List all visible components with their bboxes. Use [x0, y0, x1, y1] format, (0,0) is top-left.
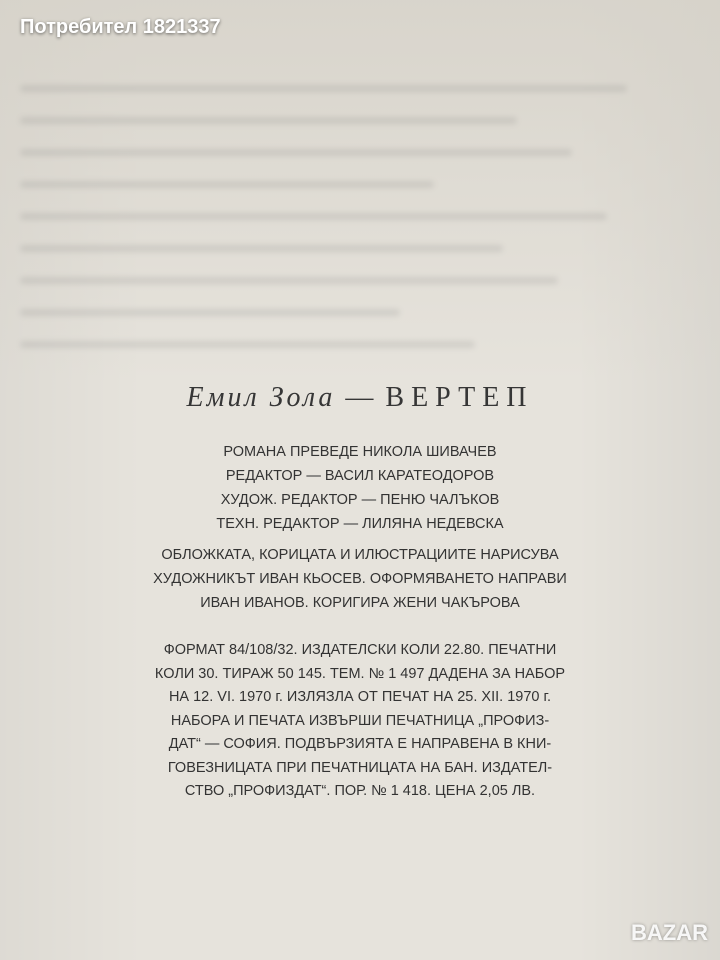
book-title-line	[0, 382, 720, 414]
illustration-line: ОБЛОЖКАТА, КОРИЦАТА И ИЛЮСТРАЦИИТЕ НАРИСУВА	[161, 547, 559, 563]
imprint-line: ФОРМАТ 84/108/32. ИЗДАТЕЛСКИ КОЛИ 22.80. ПЕЧАТНИ	[163, 642, 557, 658]
bazar-logo: BAZAR	[631, 920, 708, 945]
username-overlay: Потребител 1821337	[20, 16, 221, 38]
title-dash: —	[345, 382, 376, 413]
credit-line: РЕДАКТОР — ВАСИЛ КАРАТЕОДОРОВ	[225, 468, 495, 484]
illustration-line: ИВАН ИВАНОВ. КОРИГИРА ЖЕНИ ЧАКЪРОВА	[200, 595, 520, 611]
credit-line: РОМАНА ПРЕВЕДЕ НИКОЛА ШИВАЧЕВ	[223, 444, 497, 460]
imprint-line: СТВО „ПРОФИЗДАТ“. ПОР. № 1 418. ЦЕНА 2,05 ЛВ.	[184, 783, 536, 799]
book-title: ВЕРТЕП	[385, 382, 534, 413]
credits-block	[0, 440, 720, 536]
imprint-line: КОЛИ 30. ТИРАЖ 50 145. ТЕМ. № 1 497 ДАДЕНА ЗА НАБОР	[154, 665, 566, 682]
imprint-block	[0, 639, 720, 804]
credit-line: ТЕХН. РЕДАКТОР — ЛИЛЯНА НЕДЕВСКА	[216, 516, 504, 532]
bleed-through-texture	[20, 60, 710, 400]
illustration-credits	[0, 543, 720, 615]
imprint-line: ГОВЕЗНИЦАТА ПРИ ПЕЧАТНИЦАТА НА БАН. ИЗДАТЕЛ-	[167, 759, 553, 776]
imprint-line: ДАТ“ — СОФИЯ. ПОДВЪРЗИЯТА Е НАПРАВЕНА В КНИ-	[168, 736, 552, 752]
credit-line: ХУДОЖ. РЕДАКТОР — ПЕНЮ ЧАЛЪКОВ	[220, 492, 500, 508]
imprint-line: НА 12. VI. 1970 г. ИЗЛЯЗЛА ОТ ПЕЧАТ НА 25. XII. 1970 г.	[168, 689, 552, 705]
illustration-line: ХУДОЖНИКЪТ ИВАН КЬОСЕВ. ОФОРМЯВАНЕТО НАПРАВИ	[153, 571, 567, 587]
author-name: Емил Зола	[186, 382, 336, 413]
imprint-line: НАБОРА И ПЕЧАТА ИЗВЪРШИ ПЕЧАТНИЦА „ПРОФИЗ-	[170, 712, 550, 729]
